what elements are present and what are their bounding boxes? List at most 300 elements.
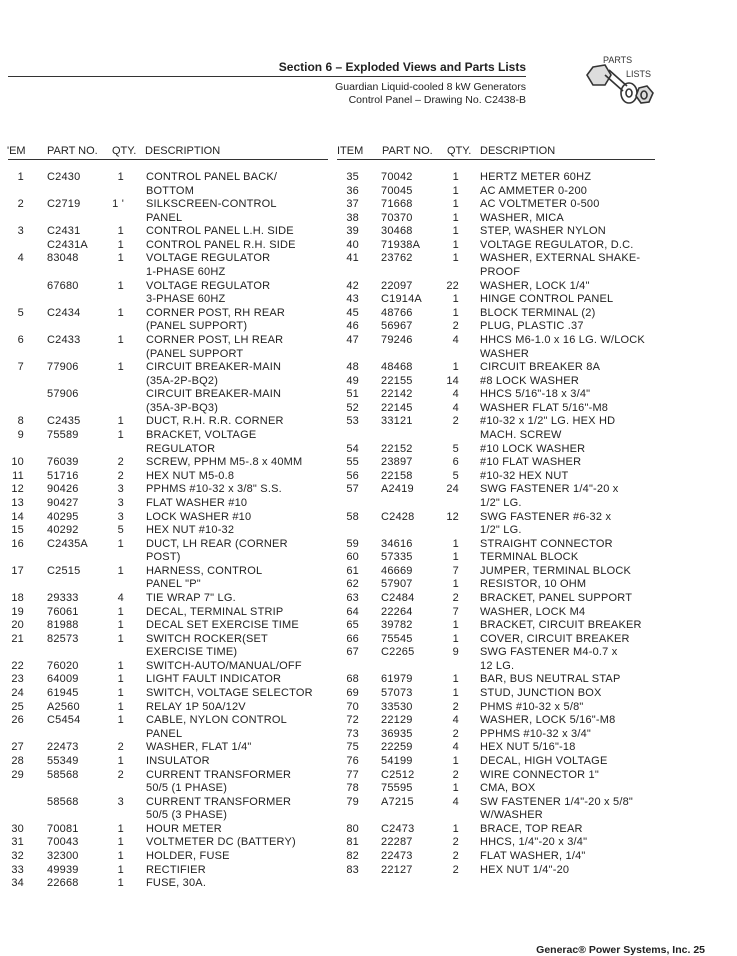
row-desc: RECTIFIER — [146, 863, 206, 876]
row-item: 38 — [346, 211, 359, 224]
row-item: 29 — [11, 768, 24, 781]
row-qty: 2 — [452, 700, 459, 713]
row-part: 57906 — [47, 388, 79, 401]
row-desc: TIE WRAP 7" LG. — [146, 591, 236, 604]
row-desc: REGULATOR — [146, 442, 216, 455]
row-part: 22155 — [381, 374, 413, 387]
row-desc: STEP, WASHER NYLON — [480, 225, 606, 238]
drawing-number: Control Panel – Drawing No. C2438-B — [348, 94, 526, 106]
row-part: 76061 — [47, 605, 79, 618]
row-part: 23897 — [381, 456, 413, 469]
right-desc-header: DESCRIPTION — [480, 145, 556, 157]
row-qty: 1 — [452, 754, 459, 767]
row-part: 70370 — [381, 211, 413, 224]
row-item: 75 — [346, 741, 359, 754]
row-part: 76020 — [47, 659, 79, 672]
row-qty: 1 — [117, 700, 124, 713]
row-part: C1914A — [381, 293, 422, 306]
row-desc: CONTROL PANEL BACK/ — [146, 171, 278, 183]
row-part: 57335 — [381, 551, 413, 564]
row-desc: SWITCH ROCKER(SET — [146, 632, 268, 645]
row-item: 12 — [11, 483, 24, 496]
row-part: 67680 — [47, 279, 79, 292]
row-desc: RESISTOR, 10 OHM — [480, 578, 587, 591]
row-desc: STUD, JUNCTION BOX — [480, 687, 602, 700]
row-desc: #8 LOCK WASHER — [480, 374, 579, 387]
left-item-header: 'EM — [7, 145, 26, 157]
row-desc: PANEL — [146, 211, 183, 224]
row-item: 76 — [346, 754, 359, 767]
row-qty: 1 — [452, 238, 459, 251]
row-desc: BRACE, TOP REAR — [480, 822, 583, 835]
row-item: 65 — [346, 619, 359, 632]
row-part: C2431A — [47, 238, 88, 251]
row-desc: DUCT, R.H. R.R. CORNER — [146, 415, 284, 428]
row-qty: 3 — [117, 483, 124, 496]
row-qty: 1 — [452, 782, 459, 795]
row-qty: 1 — [117, 415, 124, 428]
row-qty: 1 — [452, 537, 459, 550]
row-part: 82573 — [47, 632, 79, 645]
row-part: 77906 — [47, 361, 79, 374]
row-desc: BRACKET, CIRCUIT BREAKER — [480, 619, 642, 632]
row-desc: DECAL, TERMINAL STRIP — [146, 605, 284, 618]
row-item: 62 — [346, 578, 359, 591]
row-qty: 1 ' — [112, 198, 124, 211]
row-item: 16 — [11, 537, 24, 550]
row-item: 49 — [346, 374, 359, 387]
row-desc: HHCS, 1/4"-20 x 3/4" — [480, 836, 588, 849]
row-desc: HARNESS, CONTROL — [146, 564, 263, 577]
row-desc: POST) — [146, 551, 181, 564]
left-qty-header: QTY. — [112, 145, 137, 157]
row-part: 33530 — [381, 700, 413, 713]
row-desc: WASHER, LOCK 1/4" — [480, 279, 590, 292]
row-part: C2435A — [47, 537, 88, 550]
row-desc: FLAT WASHER #10 — [146, 496, 248, 509]
row-part: 90426 — [47, 483, 79, 496]
row-qty: 5 — [452, 469, 459, 482]
row-qty: 1 — [117, 850, 124, 862]
right-header-rule — [337, 159, 655, 160]
row-qty: 1 — [117, 605, 124, 618]
row-qty: 1 — [452, 252, 459, 265]
header-rule — [8, 76, 526, 77]
row-qty: 1 — [117, 754, 124, 767]
row-desc: DUCT, LH REAR (CORNER — [146, 537, 288, 550]
row-part: C5454 — [47, 714, 81, 727]
row-item: 30 — [11, 822, 24, 835]
row-qty: 4 — [117, 591, 124, 604]
row-part: 61979 — [381, 673, 413, 686]
row-desc: AC AMMETER 0-200 — [480, 184, 588, 197]
row-part: 49939 — [47, 863, 79, 876]
left-part-header: PART NO. — [47, 145, 98, 157]
row-part: 70081 — [47, 822, 79, 835]
row-qty: 1 — [117, 836, 124, 849]
row-item: 34 — [11, 877, 24, 890]
row-qty: 24 — [446, 483, 459, 496]
row-desc: CORNER POST, LH REAR — [146, 333, 284, 346]
row-item: 33 — [11, 863, 24, 876]
row-part: 36935 — [381, 727, 413, 740]
row-qty: 1 — [452, 822, 459, 835]
row-item: 2 — [17, 198, 24, 211]
row-item: 28 — [11, 754, 24, 767]
row-desc: SWITCH, VOLTAGE SELECTOR — [146, 687, 313, 700]
row-item: 82 — [346, 850, 359, 862]
row-qty: 1 — [117, 333, 124, 346]
row-qty: 5 — [452, 442, 459, 455]
row-qty: 7 — [452, 605, 459, 618]
row-qty: 1 — [452, 619, 459, 632]
row-desc: PPHMS #10-32 x 3/4" — [480, 727, 592, 740]
row-qty: 4 — [452, 333, 459, 346]
row-part: 75589 — [47, 429, 79, 442]
row-part: 90427 — [47, 496, 79, 509]
row-qty: 1 — [452, 211, 459, 224]
row-item: 73 — [346, 727, 359, 740]
row-qty: 2 — [117, 741, 124, 754]
row-item: 4 — [17, 252, 24, 265]
row-part: C2433 — [47, 333, 81, 346]
row-part: 46669 — [381, 564, 413, 577]
row-qty: 1 — [117, 673, 124, 686]
row-desc: W/WASHER — [480, 809, 543, 822]
row-desc: CURRENT TRANSFORMER — [146, 768, 292, 781]
row-qty: 1 — [117, 714, 124, 727]
row-desc: (35A-3P-BQ3) — [146, 401, 219, 414]
row-part: 57073 — [381, 687, 413, 700]
row-part: 22145 — [381, 401, 413, 414]
row-item: 39 — [346, 225, 359, 238]
row-qty: 1 — [452, 293, 459, 306]
row-part: C2719 — [47, 198, 81, 211]
row-desc: #10 LOCK WASHER — [480, 442, 586, 455]
row-item: 15 — [11, 524, 24, 537]
row-item: 42 — [346, 279, 359, 292]
row-desc: HERTZ METER 60HZ — [480, 171, 592, 183]
row-part: 22142 — [381, 388, 413, 401]
row-item: 27 — [11, 741, 24, 754]
row-part: 76039 — [47, 456, 79, 469]
row-part: 70042 — [381, 171, 413, 183]
row-desc: JUMPER, TERMINAL BLOCK — [480, 564, 632, 577]
row-item: 63 — [346, 591, 359, 604]
row-desc: PPHMS #10-32 x 3/8" S.S. — [146, 483, 282, 496]
row-item: 32 — [11, 850, 24, 862]
row-desc: #10 FLAT WASHER — [480, 456, 582, 469]
row-item: 22 — [11, 659, 24, 672]
row-part: C2428 — [381, 510, 415, 523]
row-item: 69 — [346, 687, 359, 700]
row-desc: 1/2" LG. — [480, 524, 522, 537]
row-qty: 1 — [452, 306, 459, 319]
row-desc: 1-PHASE 60HZ — [146, 266, 226, 279]
row-desc: CIRCUIT BREAKER-MAIN — [146, 388, 282, 401]
row-desc: VOLTMETER DC (BATTERY) — [146, 836, 296, 849]
row-item: 48 — [346, 361, 359, 374]
row-qty: 1 — [117, 687, 124, 700]
row-part: 48468 — [381, 361, 413, 374]
row-desc: WASHER, LOCK 5/16"-M8 — [480, 714, 616, 727]
row-desc: WASHER FLAT 5/16"-M8 — [480, 401, 609, 414]
row-item: 70 — [346, 700, 359, 713]
row-part: 22127 — [381, 863, 413, 876]
row-desc: #10-32 x 1/2" LG. HEX HD — [480, 415, 616, 428]
row-qty: 1 — [452, 578, 459, 591]
row-item: 21 — [11, 632, 24, 645]
row-desc: HEX NUT 1/4"-20 — [480, 863, 570, 876]
row-qty: 2 — [452, 727, 459, 740]
row-part: 22129 — [381, 714, 413, 727]
row-item: 14 — [11, 510, 24, 523]
row-qty: 1 — [117, 252, 124, 265]
row-desc: MACH. SCREW — [480, 429, 562, 442]
row-part: 70045 — [381, 184, 413, 197]
row-part: 39782 — [381, 619, 413, 632]
row-part: 81988 — [47, 619, 79, 632]
row-desc: 1/2" LG. — [480, 496, 522, 509]
row-item: 1 — [17, 171, 24, 183]
row-item: 19 — [11, 605, 24, 618]
row-desc: #10-32 HEX NUT — [480, 469, 569, 482]
right-item-header: ITEM — [337, 145, 364, 157]
row-item: 68 — [346, 673, 359, 686]
right-part-header: PART NO. — [382, 145, 433, 157]
row-part: 32300 — [47, 850, 79, 862]
row-desc: DECAL, HIGH VOLTAGE — [480, 754, 608, 767]
row-part: 48766 — [381, 306, 413, 319]
row-item: 56 — [346, 469, 359, 482]
row-part: 75595 — [381, 782, 413, 795]
row-item: 25 — [11, 700, 24, 713]
row-desc: TERMINAL BLOCK — [480, 551, 579, 564]
row-desc: CIRCUIT BREAKER 8A — [480, 361, 601, 374]
row-qty: 7 — [452, 564, 459, 577]
row-desc: PROOF — [480, 266, 521, 279]
page-footer: Generac® Power Systems, Inc. 25 — [536, 944, 705, 956]
row-qty: 4 — [452, 741, 459, 754]
row-part: 71668 — [381, 198, 413, 211]
row-qty: 2 — [452, 863, 459, 876]
row-part: 22158 — [381, 469, 413, 482]
row-desc: STRAIGHT CONNECTOR — [480, 537, 613, 550]
row-desc: 12 LG. — [480, 659, 515, 672]
row-item: 66 — [346, 632, 359, 645]
row-desc: WASHER, MICA — [480, 211, 564, 224]
bolt-nut-icon — [581, 55, 661, 117]
row-qty: 2 — [452, 415, 459, 428]
row-desc: WASHER — [480, 347, 530, 360]
parts-lists-logo — [581, 55, 661, 117]
row-qty: 4 — [452, 401, 459, 414]
row-desc: PANEL "P" — [146, 578, 201, 591]
row-desc: SILKSCREEN-CONTROL — [146, 198, 277, 211]
row-desc: SWG FASTENER 1/4"-20 x — [480, 483, 619, 496]
row-part: 56967 — [381, 320, 413, 333]
row-desc: BAR, BUS NEUTRAL STAP — [480, 673, 621, 686]
row-desc: VOLTAGE REGULATOR, D.C. — [480, 238, 634, 251]
row-desc: CURRENT TRANSFORMER — [146, 795, 292, 808]
row-part: 22259 — [381, 741, 413, 754]
row-part: 22473 — [381, 850, 413, 862]
row-item: 61 — [346, 564, 359, 577]
row-qty: 2 — [452, 768, 459, 781]
row-desc: BOTTOM — [146, 184, 195, 197]
row-desc: CIRCUIT BREAKER-MAIN — [146, 361, 282, 374]
row-item: 11 — [12, 469, 24, 482]
row-qty: 1 — [452, 184, 459, 197]
row-desc: COVER, CIRCUIT BREAKER — [480, 632, 630, 645]
row-qty: 1 — [117, 632, 124, 645]
row-part: 75545 — [381, 632, 413, 645]
row-item: 80 — [346, 822, 359, 835]
row-qty: 3 — [117, 795, 124, 808]
row-item: 51 — [346, 388, 359, 401]
row-part: 22264 — [381, 605, 413, 618]
row-item: 67 — [346, 646, 359, 659]
row-desc: DECAL SET EXERCISE TIME — [146, 619, 299, 632]
row-qty: 2 — [117, 469, 124, 482]
row-item: 47 — [346, 333, 359, 346]
row-item: 36 — [346, 184, 359, 197]
row-qty: 1 — [117, 822, 124, 835]
row-item: 64 — [346, 605, 359, 618]
row-part: A2419 — [381, 483, 414, 496]
row-part: 55349 — [47, 754, 79, 767]
row-desc: CORNER POST, RH REAR — [146, 306, 286, 319]
row-part: C2484 — [381, 591, 415, 604]
row-item: 7 — [17, 361, 24, 374]
row-qty: 1 — [117, 863, 124, 876]
row-desc: (PANEL SUPPORT) — [146, 320, 248, 333]
row-qty: 1 — [452, 632, 459, 645]
row-desc: CMA, BOX — [480, 782, 536, 795]
row-part: C2430 — [47, 171, 81, 183]
row-item: 53 — [346, 415, 359, 428]
row-part: C2265 — [381, 646, 415, 659]
row-qty: 14 — [446, 374, 459, 387]
row-qty: 1 — [117, 238, 124, 251]
row-item: 17 — [11, 564, 24, 577]
row-qty: 22 — [446, 279, 459, 292]
row-desc: AC VOLTMETER 0-500 — [480, 198, 600, 211]
row-item: 77 — [346, 768, 359, 781]
row-item: 59 — [346, 537, 359, 550]
row-part: 71938A — [381, 238, 421, 251]
row-part: 40292 — [47, 524, 79, 537]
row-part: 22473 — [47, 741, 79, 754]
row-qty: 2 — [117, 456, 124, 469]
row-desc: CABLE, NYLON CONTROL — [146, 714, 287, 727]
row-item: 35 — [346, 171, 359, 183]
row-part: C2512 — [381, 768, 415, 781]
row-qty: 1 — [117, 564, 124, 577]
row-qty: 1 — [117, 877, 124, 890]
row-qty: 9 — [452, 646, 459, 659]
row-desc: 50/5 (3 PHASE) — [146, 809, 228, 822]
row-part: C2434 — [47, 306, 81, 319]
row-qty: 1 — [117, 171, 124, 183]
row-item: 58 — [346, 510, 359, 523]
row-qty: 2 — [452, 850, 459, 862]
row-item: 43 — [346, 293, 359, 306]
row-part: 61945 — [47, 687, 79, 700]
row-part: 70043 — [47, 836, 79, 849]
row-qty: 12 — [446, 510, 459, 523]
row-desc: CONTROL PANEL R.H. SIDE — [146, 238, 296, 251]
logo-text-lists: LISTS — [626, 69, 652, 79]
row-part: 57907 — [381, 578, 413, 591]
row-item: 41 — [346, 252, 359, 265]
row-item: 9 — [17, 429, 24, 442]
row-desc: PANEL — [146, 727, 183, 740]
row-qty: 4 — [452, 388, 459, 401]
row-desc: SWITCH-AUTO/MANUAL/OFF — [146, 659, 302, 672]
row-qty: 1 — [117, 659, 124, 672]
row-qty: 1 — [452, 673, 459, 686]
row-part: A7215 — [381, 795, 414, 808]
row-part: 22668 — [47, 877, 79, 890]
row-desc: 3-PHASE 60HZ — [146, 293, 226, 306]
row-item: 52 — [346, 401, 359, 414]
row-desc: RELAY 1P 50A/12V — [146, 700, 246, 713]
row-desc: WASHER, EXTERNAL SHAKE- — [480, 252, 641, 265]
row-desc: HEX NUT M5-0.8 — [146, 469, 235, 482]
row-desc: FLAT WASHER, 1/4" — [480, 850, 586, 862]
row-qty: 2 — [452, 591, 459, 604]
row-qty: 1 — [117, 306, 124, 319]
row-qty: 1 — [452, 225, 459, 238]
row-qty: 2 — [452, 320, 459, 333]
row-item: 10 — [11, 456, 24, 469]
row-desc: WIRE CONNECTOR 1" — [480, 768, 599, 781]
row-item: 46 — [346, 320, 359, 333]
row-part: 22097 — [381, 279, 413, 292]
row-qty: 1 — [452, 361, 459, 374]
row-item: 55 — [346, 456, 359, 469]
row-qty: 1 — [117, 361, 124, 374]
row-item: 18 — [11, 591, 24, 604]
row-desc: VOLTAGE REGULATOR — [146, 279, 271, 292]
row-item: 60 — [346, 551, 359, 564]
left-desc-header: DESCRIPTION — [145, 145, 221, 157]
row-qty: 1 — [117, 429, 124, 442]
row-item: 72 — [346, 714, 359, 727]
row-item: 79 — [346, 795, 359, 808]
row-desc: WASHER, LOCK M4 — [480, 605, 586, 618]
row-part: 83048 — [47, 252, 79, 265]
row-qty: 3 — [117, 496, 124, 509]
row-part: 54199 — [381, 754, 413, 767]
row-item: 6 — [17, 333, 24, 346]
row-part: 23762 — [381, 252, 413, 265]
row-desc: BRACKET, VOLTAGE — [146, 429, 257, 442]
row-desc: SWG FASTENER M4-0.7 x — [480, 646, 618, 659]
row-item: 83 — [346, 863, 359, 876]
section-title: Section 6 – Exploded Views and Parts Lists — [278, 60, 526, 74]
row-qty: 1 — [117, 225, 124, 238]
row-item: 31 — [11, 836, 24, 849]
row-desc: SW FASTENER 1/4"-20 x 5/8" — [480, 795, 634, 808]
row-desc: HEX NUT 5/16"-18 — [480, 741, 576, 754]
row-qty: 1 — [452, 198, 459, 211]
row-qty: 5 — [117, 524, 124, 537]
row-part: C2431 — [47, 225, 81, 238]
row-part: 64009 — [47, 673, 79, 686]
row-part: 34616 — [381, 537, 413, 550]
